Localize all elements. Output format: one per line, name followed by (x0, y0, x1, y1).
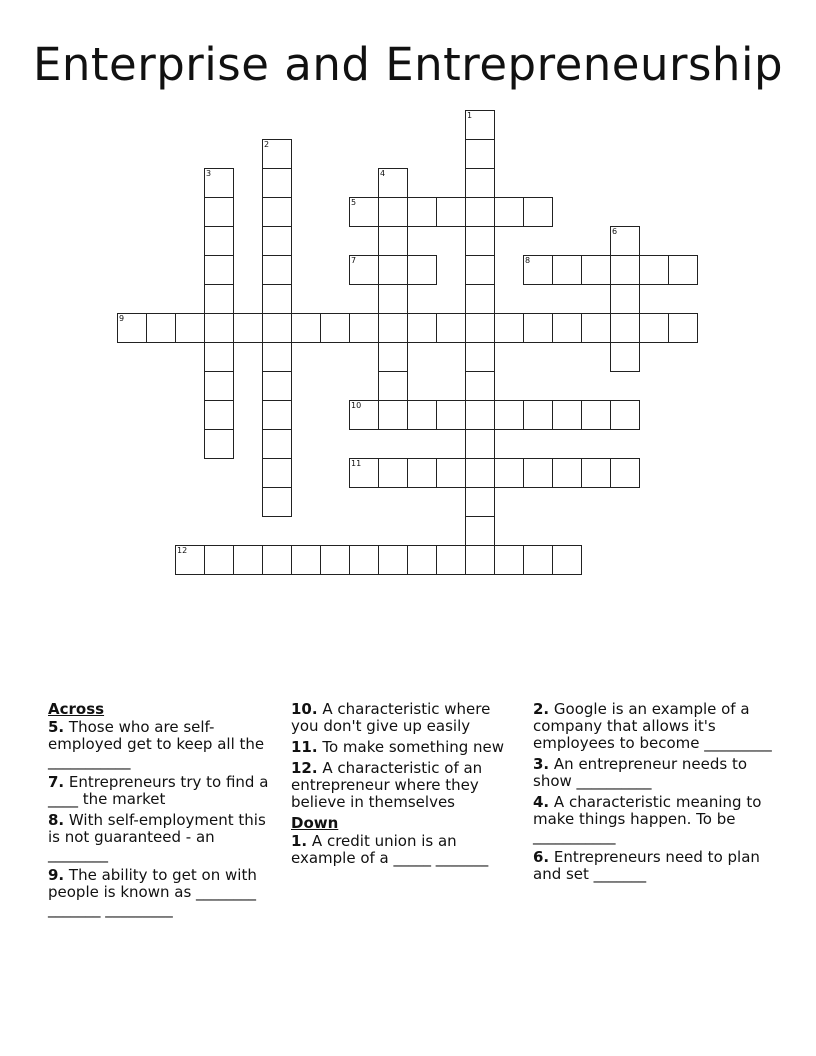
cell-number: 1 (467, 111, 473, 120)
crossword-cell[interactable] (349, 313, 379, 343)
clue-down-2 (533, 701, 773, 752)
clue-number: 12. (291, 759, 318, 777)
crossword-cell[interactable] (262, 487, 292, 517)
cell-number: 12 (177, 546, 188, 555)
crossword-cell[interactable] (465, 429, 495, 459)
clue-text: Entrepreneurs try to find a ____ the market (48, 773, 269, 808)
crossword-cell[interactable] (204, 197, 234, 227)
crossword-cell[interactable] (465, 458, 495, 488)
crossword-cell[interactable] (407, 197, 437, 227)
crossword-cell[interactable] (523, 255, 553, 285)
clues-column-2 (291, 701, 513, 871)
clue-number: 8. (48, 811, 65, 829)
cell-number: 3 (206, 169, 212, 178)
crossword-cell[interactable] (610, 400, 640, 430)
crossword-cell[interactable] (378, 371, 408, 401)
crossword-cell[interactable] (233, 313, 263, 343)
crossword-cell[interactable] (639, 313, 669, 343)
crossword-grid (117, 110, 717, 580)
crossword-cell[interactable] (610, 458, 640, 488)
clue-text: Entrepreneurs need to plan and set _______ (533, 848, 760, 883)
crossword-cell[interactable] (494, 458, 524, 488)
crossword-cell[interactable] (262, 168, 292, 198)
crossword-cell[interactable] (581, 255, 611, 285)
crossword-cell[interactable] (320, 545, 350, 575)
clue-text: An entrepreneur needs to show __________ (533, 755, 748, 790)
clue-number: 6. (533, 848, 550, 866)
crossword-cell[interactable] (465, 139, 495, 169)
crossword-cell[interactable] (465, 168, 495, 198)
clue-text: With self-employment this is not guaranteed - an ________ (48, 811, 266, 863)
crossword-cell[interactable] (378, 284, 408, 314)
crossword-cell[interactable] (465, 255, 495, 285)
crossword-cell[interactable] (465, 226, 495, 256)
across-heading: Across (48, 700, 105, 718)
cell-number: 7 (351, 256, 357, 265)
crossword-cell[interactable] (523, 545, 553, 575)
crossword-cell[interactable] (610, 284, 640, 314)
crossword-cell[interactable] (378, 458, 408, 488)
crossword-cell[interactable] (349, 255, 379, 285)
crossword-cell[interactable] (233, 545, 263, 575)
crossword-cell[interactable] (581, 313, 611, 343)
crossword-cell[interactable] (407, 545, 437, 575)
cell-number: 9 (119, 314, 125, 323)
crossword-cell[interactable] (465, 487, 495, 517)
cell-number: 11 (351, 459, 362, 468)
clue-text: Google is an example of a company that allows it's employees to become _________ (533, 700, 772, 752)
crossword-cell[interactable] (494, 400, 524, 430)
clue-text: A characteristic meaning to make things happen. To be ___________ (533, 793, 762, 845)
crossword-cell[interactable] (349, 400, 379, 430)
clue-down-6 (533, 849, 773, 883)
crossword-cell[interactable] (378, 168, 408, 198)
crossword-cell[interactable] (262, 139, 292, 169)
crossword-cell[interactable] (581, 458, 611, 488)
clue-number: 4. (533, 793, 550, 811)
cell-number: 6 (612, 227, 618, 236)
crossword-cell[interactable] (668, 313, 698, 343)
crossword-cell[interactable] (378, 197, 408, 227)
clue-across-9 (48, 867, 273, 918)
crossword-cell[interactable] (262, 342, 292, 372)
crossword-cell[interactable] (407, 458, 437, 488)
crossword-cell[interactable] (465, 545, 495, 575)
crossword-cell[interactable] (552, 400, 582, 430)
crossword-cell[interactable] (610, 342, 640, 372)
crossword-cell[interactable] (465, 516, 495, 546)
crossword-cell[interactable] (581, 400, 611, 430)
crossword-cell[interactable] (407, 313, 437, 343)
crossword-cell[interactable] (523, 197, 553, 227)
clue-across-8 (48, 812, 273, 863)
crossword-cell[interactable] (349, 458, 379, 488)
clue-text: A characteristic of an entrepreneur where they believe in themselves (291, 759, 483, 811)
crossword-cell[interactable] (262, 458, 292, 488)
crossword-cell[interactable] (436, 458, 466, 488)
crossword-cell[interactable] (262, 197, 292, 227)
crossword-cell[interactable] (465, 313, 495, 343)
crossword-cell[interactable] (378, 400, 408, 430)
clue-across-10 (291, 701, 513, 735)
crossword-cell[interactable] (378, 313, 408, 343)
clue-text: A characteristic where you don't give up easily (291, 700, 491, 735)
clue-text: A credit union is an example of a _____ _______ (291, 832, 489, 867)
clue-down-1 (291, 833, 513, 867)
clue-number: 2. (533, 700, 550, 718)
crossword-cell[interactable] (204, 342, 234, 372)
crossword-cell[interactable] (204, 168, 234, 198)
crossword-cell[interactable] (523, 400, 553, 430)
cell-number: 8 (525, 256, 531, 265)
clue-number: 7. (48, 773, 65, 791)
crossword-cell[interactable] (204, 400, 234, 430)
crossword-cell[interactable] (117, 313, 147, 343)
crossword-cell[interactable] (204, 226, 234, 256)
crossword-cell[interactable] (262, 545, 292, 575)
crossword-cell[interactable] (204, 545, 234, 575)
crossword-cell[interactable] (523, 458, 553, 488)
crossword-cell[interactable] (262, 284, 292, 314)
crossword-cell[interactable] (204, 255, 234, 285)
clue-across-11 (291, 739, 513, 756)
crossword-cell[interactable] (552, 313, 582, 343)
crossword-cell[interactable] (465, 400, 495, 430)
crossword-cell[interactable] (552, 545, 582, 575)
crossword-cell[interactable] (610, 313, 640, 343)
crossword-cell[interactable] (465, 110, 495, 140)
crossword-cell[interactable] (668, 255, 698, 285)
cell-number: 10 (351, 401, 362, 410)
crossword-cell[interactable] (494, 197, 524, 227)
crossword-cell[interactable] (204, 313, 234, 343)
page-title: Enterprise and Entrepreneurship (32, 38, 784, 91)
cell-number: 4 (380, 169, 386, 178)
cell-number: 5 (351, 198, 357, 207)
crossword-cell[interactable] (175, 313, 205, 343)
crossword-cell[interactable] (465, 342, 495, 372)
crossword-cell[interactable] (262, 371, 292, 401)
clues-column-3 (533, 701, 773, 887)
crossword-cell[interactable] (291, 313, 321, 343)
crossword-cell[interactable] (378, 342, 408, 372)
crossword-cell[interactable] (146, 313, 176, 343)
crossword-cell[interactable] (291, 545, 321, 575)
clue-down-4 (533, 794, 773, 845)
crossword-cell[interactable] (494, 313, 524, 343)
crossword-cell[interactable] (436, 313, 466, 343)
clue-text: Those who are self-employed get to keep all the ___________ (48, 718, 265, 770)
clue-number: 10. (291, 700, 318, 718)
crossword-cell[interactable] (262, 429, 292, 459)
crossword-cell[interactable] (436, 197, 466, 227)
crossword-cell[interactable] (262, 226, 292, 256)
crossword-cell[interactable] (407, 400, 437, 430)
down-heading: Down (291, 814, 339, 832)
crossword-cell[interactable] (436, 545, 466, 575)
cell-number: 2 (264, 140, 270, 149)
clue-number: 1. (291, 832, 308, 850)
crossword-cell[interactable] (175, 545, 205, 575)
clue-down-3 (533, 756, 773, 790)
clue-across-5 (48, 719, 273, 770)
crossword-cell[interactable] (378, 545, 408, 575)
clue-text: The ability to get on with people is known as ________ _______ _________ (48, 866, 257, 918)
crossword-cell[interactable] (465, 197, 495, 227)
crossword-cell[interactable] (552, 255, 582, 285)
crossword-cell[interactable] (465, 284, 495, 314)
crossword-cell[interactable] (204, 429, 234, 459)
crossword-cell[interactable] (552, 458, 582, 488)
clue-number: 11. (291, 738, 318, 756)
crossword-cell[interactable] (349, 197, 379, 227)
clues-column-1 (48, 701, 273, 922)
crossword-cell[interactable] (436, 400, 466, 430)
clue-number: 9. (48, 866, 65, 884)
crossword-cell[interactable] (320, 313, 350, 343)
crossword-cell[interactable] (349, 545, 379, 575)
crossword-cell[interactable] (204, 284, 234, 314)
crossword-cell[interactable] (407, 255, 437, 285)
clue-number: 3. (533, 755, 550, 773)
crossword-cell[interactable] (262, 400, 292, 430)
crossword-cell[interactable] (378, 226, 408, 256)
crossword-cell[interactable] (639, 255, 669, 285)
crossword-cell[interactable] (262, 313, 292, 343)
clue-number: 5. (48, 718, 65, 736)
crossword-cell[interactable] (494, 545, 524, 575)
crossword-cell[interactable] (610, 255, 640, 285)
crossword-cell[interactable] (465, 371, 495, 401)
crossword-cell[interactable] (204, 371, 234, 401)
clue-across-12 (291, 760, 513, 811)
clue-across-7 (48, 774, 273, 808)
crossword-cell[interactable] (262, 255, 292, 285)
crossword-cell[interactable] (523, 313, 553, 343)
crossword-cell[interactable] (610, 226, 640, 256)
crossword-cell[interactable] (378, 255, 408, 285)
clue-text: To make something new (322, 738, 505, 756)
